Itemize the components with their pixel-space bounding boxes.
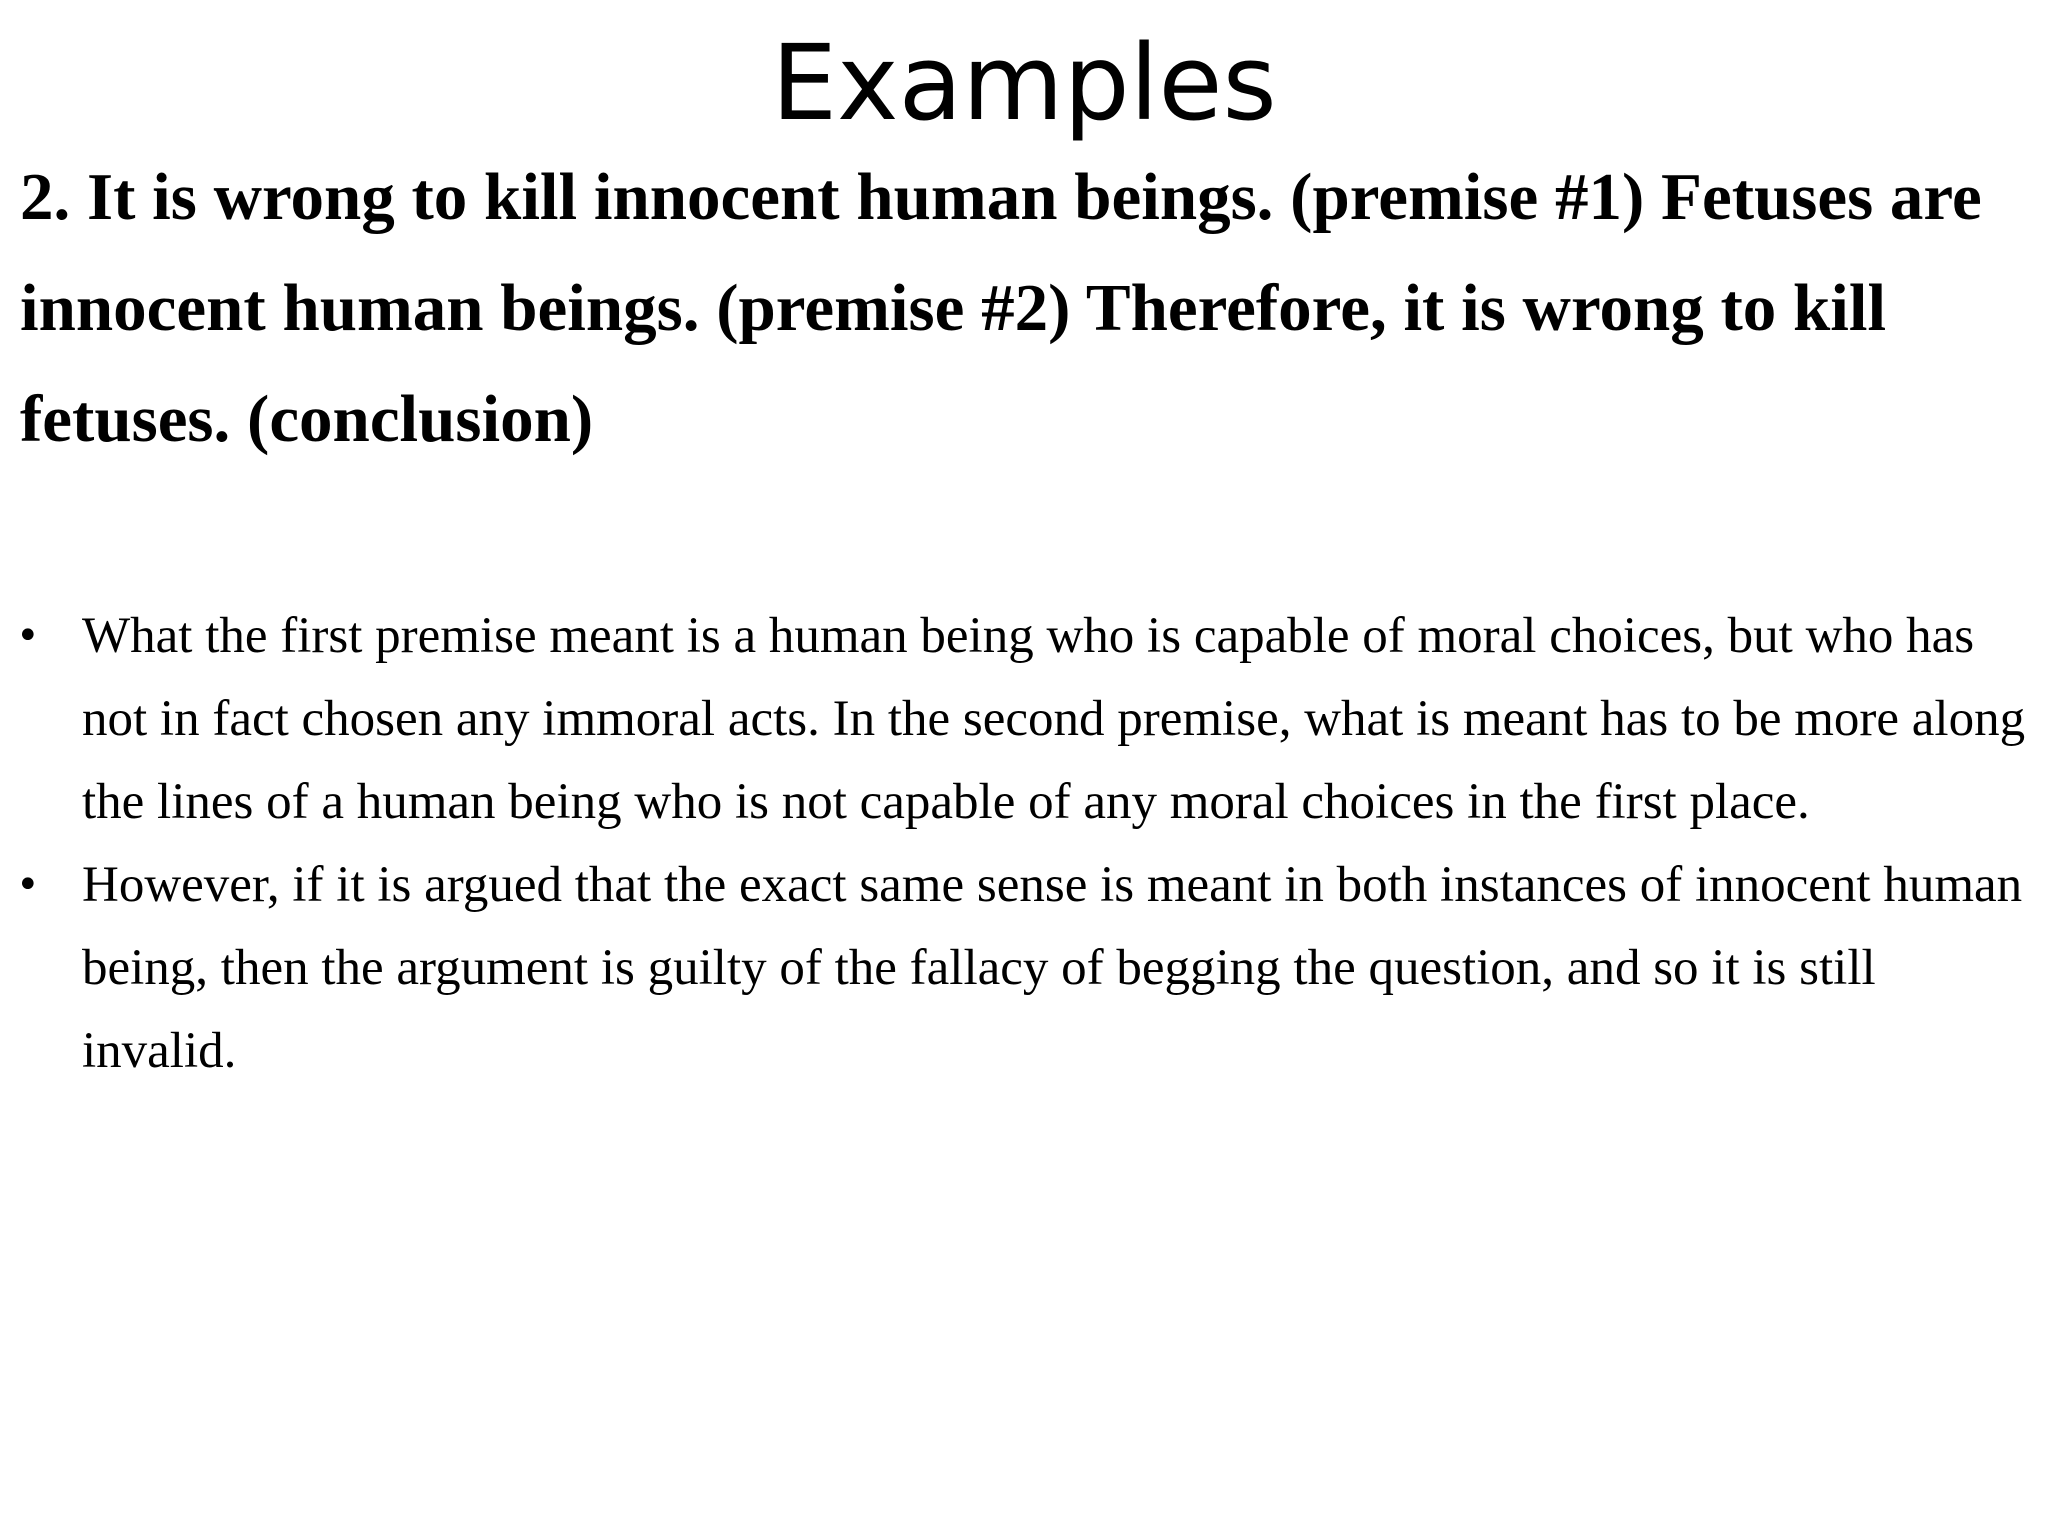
bullet-list [0, 595, 2048, 1093]
bullet-item [0, 844, 2048, 1093]
bullet-icon: • [16, 862, 40, 908]
bullet-text: However, if it is argued that the exact same sense is meant in both instances of innocent human being, then the argument is guilty of the fallacy of begging the question, and so it is still invalid. [82, 857, 2023, 1079]
bullet-text: What the first premise meant is a human being who is capable of moral choices, but who has not in fact chosen any immoral acts. In the second premise, what is meant has to be more along the lines of a human being who is not capable of any moral choices in the first place. [82, 608, 2026, 830]
argument-statement: 2. It is wrong to kill innocent human beings. (premise #1) Fetuses are innocent human beings. (premise #2) Therefore, it is wrong to kill fetuses. (conclusion) [20, 160, 1982, 456]
bullet-icon: • [16, 613, 40, 659]
bullet-item [0, 595, 2048, 844]
slide-title: Examples [771, 22, 1277, 144]
